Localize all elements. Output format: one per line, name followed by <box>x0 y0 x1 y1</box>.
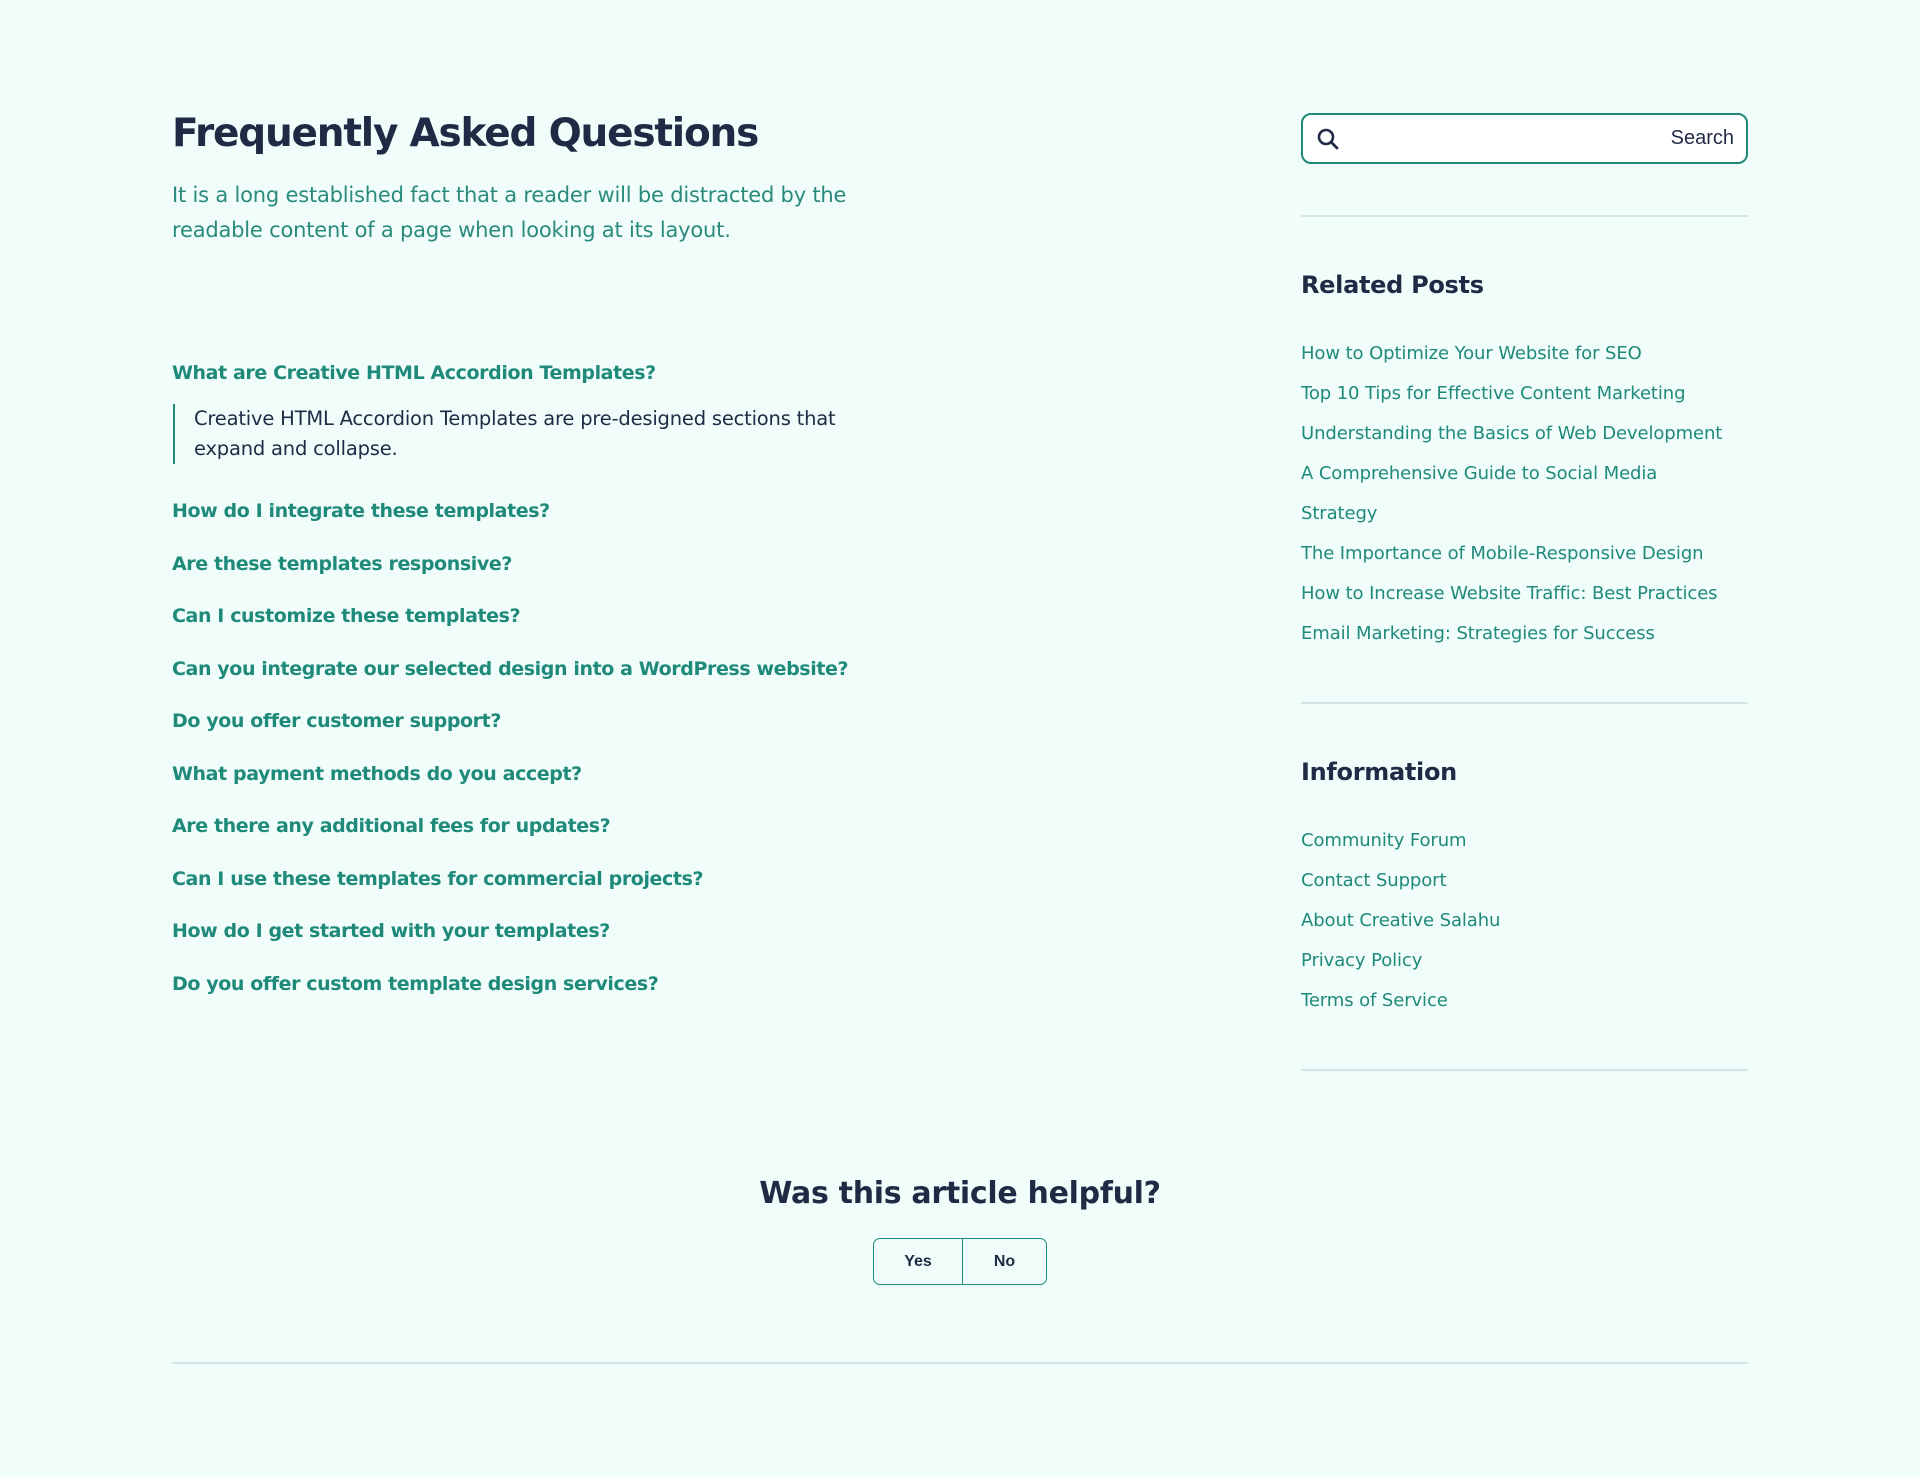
related-post-link[interactable]: Understanding the Basics of Web Development <box>1301 423 1723 444</box>
related-post-item <box>1301 414 1748 454</box>
page-title: Frequently Asked Questions <box>172 111 759 156</box>
related-post-link[interactable]: Email Marketing: Strategies for Success <box>1301 623 1655 644</box>
related-post-link[interactable]: How to Increase Website Traffic: Best Practices <box>1301 583 1718 604</box>
faq-question[interactable]: Can I use these templates for commercial projects? <box>172 867 704 890</box>
related-posts-title: Related Posts <box>1301 271 1484 299</box>
related-post-item <box>1301 454 1691 534</box>
divider <box>1301 1069 1748 1071</box>
faq-accordion <box>172 356 952 1019</box>
no-button[interactable]: No <box>963 1239 1046 1284</box>
related-post-item <box>1301 614 1748 654</box>
faq-question[interactable]: Do you offer custom template design services? <box>172 972 659 995</box>
community-forum-link[interactable]: Community Forum <box>1301 830 1467 851</box>
related-posts-list <box>1301 334 1748 654</box>
faq-item <box>172 547 952 581</box>
footer-divider <box>172 1362 1748 1364</box>
information-item <box>1301 861 1748 901</box>
faq-question[interactable]: What payment methods do you accept? <box>172 762 582 785</box>
feedback-section <box>0 1170 1920 1285</box>
faq-item <box>172 914 952 948</box>
faq-question[interactable]: Are these templates responsive? <box>172 552 512 575</box>
information-item <box>1301 821 1748 861</box>
search-input[interactable] <box>1340 119 1734 159</box>
faq-item <box>172 967 952 1001</box>
feedback-title: Was this article helpful? <box>759 1176 1161 1211</box>
information-title: Information <box>1301 758 1457 786</box>
faq-question[interactable]: Do you offer customer support? <box>172 710 501 732</box>
faq-question[interactable]: How do I get started with your templates? <box>172 920 610 942</box>
related-post-item <box>1301 334 1748 374</box>
yes-button[interactable]: Yes <box>874 1239 963 1284</box>
information-item <box>1301 901 1748 941</box>
faq-question[interactable]: Are there any additional fees for updates? <box>172 815 611 837</box>
information-widget <box>1301 757 1748 1071</box>
divider <box>1301 702 1748 704</box>
related-post-item <box>1301 534 1748 574</box>
divider <box>1301 215 1748 217</box>
faq-question[interactable]: What are Creative HTML Accordion Templates? <box>172 362 656 384</box>
faq-answer: Creative HTML Accordion Templates are pre-designed sections that expand and collapse. <box>173 404 894 464</box>
feedback-button-group <box>873 1238 1047 1285</box>
privacy-policy-link[interactable]: Privacy Policy <box>1301 950 1423 971</box>
related-post-link[interactable]: A Comprehensive Guide to Social Media Strategy <box>1301 463 1658 524</box>
related-posts-widget <box>1301 270 1748 704</box>
related-post-link[interactable]: How to Optimize Your Website for SEO <box>1301 343 1642 364</box>
terms-of-service-link[interactable]: Terms of Service <box>1301 990 1448 1011</box>
sidebar <box>1301 113 1748 1071</box>
information-item <box>1301 981 1748 1021</box>
faq-item <box>172 494 952 528</box>
faq-header <box>172 104 932 248</box>
contact-support-link[interactable]: Contact Support <box>1301 870 1447 891</box>
faq-item <box>172 652 952 686</box>
information-list <box>1301 821 1748 1021</box>
faq-item <box>172 704 952 738</box>
related-post-item <box>1301 574 1748 614</box>
faq-item <box>172 356 952 464</box>
related-post-link[interactable]: Top 10 Tips for Effective Content Marketing <box>1301 383 1686 404</box>
faq-question[interactable]: Can I customize these templates? <box>172 605 521 627</box>
related-post-item <box>1301 374 1748 414</box>
faq-item <box>172 757 952 791</box>
faq-item <box>172 862 952 896</box>
search-box[interactable] <box>1301 113 1748 164</box>
faq-question[interactable]: Can you integrate our selected design into a WordPress website? <box>172 657 849 680</box>
faq-item <box>172 599 952 633</box>
about-link[interactable]: About Creative Salahu <box>1301 910 1501 931</box>
faq-question[interactable]: How do I integrate these templates? <box>172 500 550 522</box>
page-subtitle: It is a long established fact that a reader will be distracted by the readable content of a page when looking at its layout. <box>172 183 847 242</box>
information-item <box>1301 941 1748 981</box>
search-icon[interactable] <box>1316 127 1340 151</box>
faq-item <box>172 809 952 843</box>
related-post-link[interactable]: The Importance of Mobile-Responsive Design <box>1301 543 1704 564</box>
